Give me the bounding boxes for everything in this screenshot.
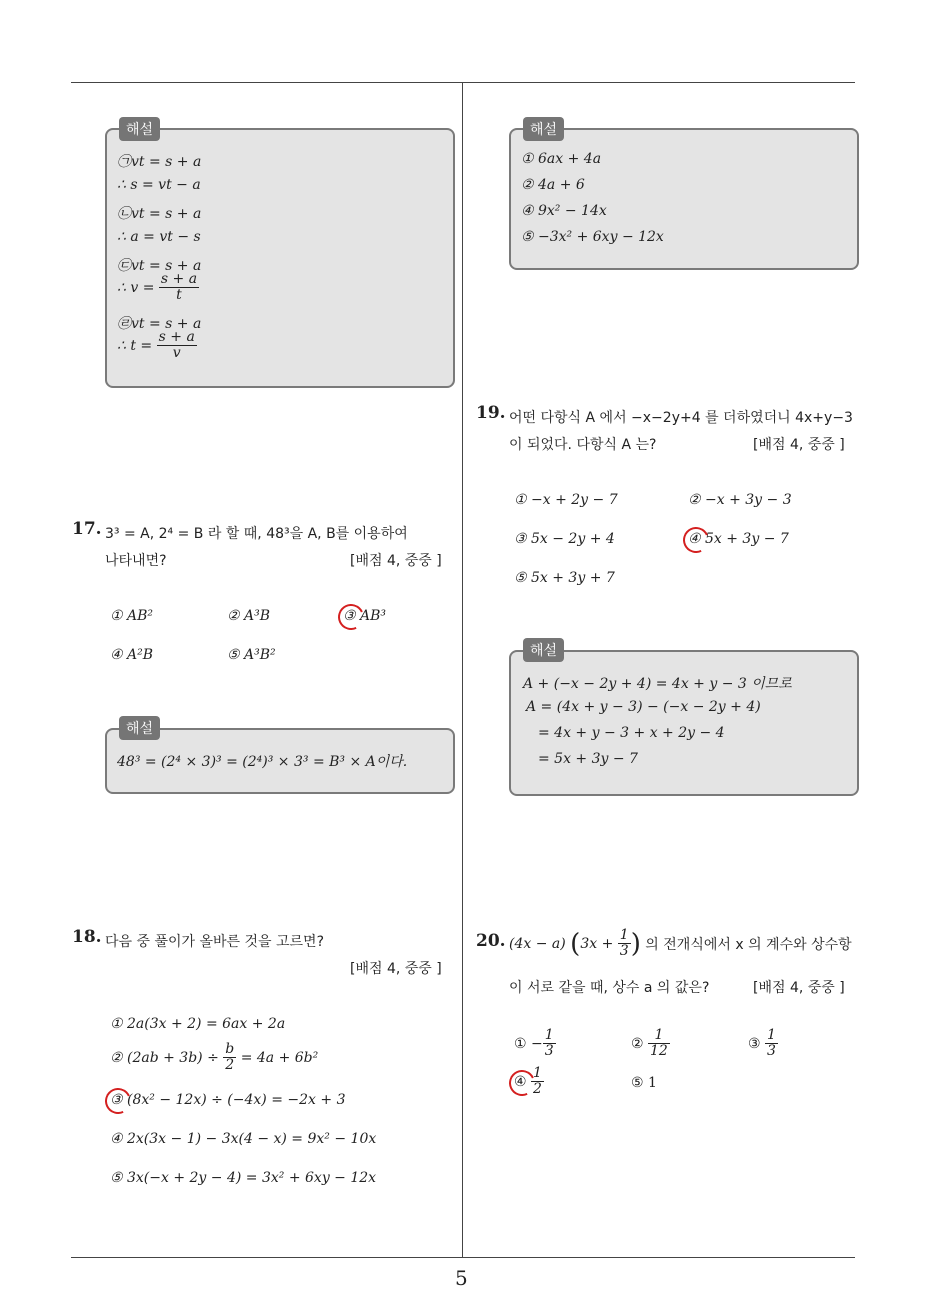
q20-choice-1[interactable] xyxy=(514,1028,556,1060)
top-rule xyxy=(71,82,855,83)
paren-open: ( xyxy=(570,928,581,959)
sol16-line xyxy=(117,272,199,304)
answer-mark xyxy=(679,523,712,556)
sol18-line: ① 6ax + 4a xyxy=(521,151,602,167)
q19-choice-3[interactable]: ③ 5x − 2y + 4 xyxy=(514,531,615,547)
sol16-line: ㉢vt = s + a xyxy=(117,258,202,274)
solution-box-19 xyxy=(509,650,859,796)
q20-expr-b: 3x + xyxy=(580,935,614,952)
q19-text: 어떤 다항식 A 에서 −x−2y+4 를 더하였더니 4x+y−3 xyxy=(509,410,853,426)
sol16-line: ∴ s = vt − a xyxy=(117,177,201,193)
sol16-line: ㉠vt = s + a xyxy=(117,154,202,170)
q17-choice-5[interactable]: ⑤ A³B² xyxy=(227,647,276,663)
sol16-t-label: ∴ t = xyxy=(117,337,153,354)
choice-label: ④ xyxy=(514,1073,527,1090)
q19-choice-2[interactable]: ② −x + 3y − 3 xyxy=(688,492,792,508)
q19-text: 이 되었다. 다항식 A 는? xyxy=(509,437,657,453)
q19-solution-line: = 5x + 3y − 7 xyxy=(538,751,638,767)
minus-sign: − xyxy=(531,1035,543,1052)
choice-value: 1 xyxy=(648,1075,657,1091)
q18-choice-2-b: = 4a + 6b² xyxy=(240,1049,319,1066)
q20-text xyxy=(509,928,852,960)
q20-expr-a: (4x − a) xyxy=(509,935,566,952)
q18-choice-4[interactable]: ④ 2x(3x − 1) − 3x(4 − x) = 9x² − 10x xyxy=(110,1131,377,1147)
solution-tag: 해설 xyxy=(523,638,564,662)
sol16-line: ㉣vt = s + a xyxy=(117,316,202,332)
paren-close: ) xyxy=(630,928,641,959)
question-number-18: 18. xyxy=(72,927,102,947)
q20-text: 이 서로 같을 때, 상수 a 의 값은? xyxy=(509,980,710,996)
q18-text: 다음 중 풀이가 올바른 것을 고르면? xyxy=(105,934,325,950)
bottom-rule xyxy=(71,1257,855,1258)
q19-choice-1[interactable]: ① −x + 2y − 7 xyxy=(514,492,618,508)
q19-choice-5[interactable]: ⑤ 5x + 3y + 7 xyxy=(514,570,615,586)
q19-solution-line: A + (−x − 2y + 4) = 4x + y − 3 이므로 xyxy=(523,676,792,692)
fraction: $\frac{1}{3}$ xyxy=(544,1027,554,1060)
sol16-line: ㉡vt = s + a xyxy=(117,206,202,222)
choice-label: ① xyxy=(514,1035,527,1052)
sol16-line xyxy=(117,330,197,362)
question-number-20: 20. xyxy=(476,931,506,951)
q19-choice-4[interactable]: ④ 5x + 3y − 7 xyxy=(688,531,789,547)
fraction: $\frac{1}{3}$ xyxy=(619,927,629,960)
fraction: $\frac{1}{2}$ xyxy=(533,1065,542,1098)
solution-tag: 해설 xyxy=(523,117,564,141)
question-number-19: 19. xyxy=(476,403,506,423)
q20-choice-2[interactable] xyxy=(631,1028,670,1060)
fraction: $\frac{1}{12}$ xyxy=(650,1027,668,1060)
q17-choice-1[interactable]: ① AB² xyxy=(110,608,154,624)
q20-expr-c: 의 전개식에서 x 의 계수와 상수항 xyxy=(645,936,852,953)
question-number-17: 17. xyxy=(72,519,102,539)
sol18-line: ② 4a + 6 xyxy=(521,177,585,193)
solution-tag: 해설 xyxy=(119,716,160,740)
q20-choice-5[interactable] xyxy=(631,1075,657,1091)
q17-solution: 48³ = (2⁴ × 3)³ = (2⁴)³ × 3³ = B³ × A이다. xyxy=(117,754,408,770)
sol18-line: ④ 9x² − 14x xyxy=(521,203,607,219)
fraction: $\frac{s + a}{v}$ xyxy=(158,329,195,362)
q17-choice-2[interactable]: ② A³B xyxy=(227,608,271,624)
answer-mark xyxy=(101,1084,134,1117)
choice-label: ⑤ xyxy=(631,1075,644,1091)
sol18-line: ⑤ −3x² + 6xy − 12x xyxy=(521,229,664,245)
choice-label: ③ xyxy=(748,1035,761,1052)
column-divider xyxy=(462,83,463,1258)
q18-choice-1[interactable]: ① 2a(3x + 2) = 6ax + 2a xyxy=(110,1016,286,1032)
sol16-v-label: ∴ v = xyxy=(117,279,155,296)
fraction: $\frac{b}{2}$ xyxy=(225,1041,235,1074)
q17-text: 나타내면? xyxy=(105,553,167,569)
q17-choice-4[interactable]: ④ A²B xyxy=(110,647,154,663)
q18-choice-3[interactable]: ③ (8x² − 12x) ÷ (−4x) = −2x + 3 xyxy=(110,1092,346,1108)
q17-points: [배점 4, 중중 ] xyxy=(350,553,442,569)
q19-solution-line: A = (4x + y − 3) − (−x − 2y + 4) xyxy=(526,699,761,715)
q18-choice-5[interactable]: ⑤ 3x(−x + 2y − 4) = 3x² + 6xy − 12x xyxy=(110,1170,377,1186)
choice-label: ② xyxy=(631,1035,644,1052)
fraction: $\frac{s + a}{t}$ xyxy=(160,271,198,304)
solution-box-18 xyxy=(509,128,859,270)
answer-mark xyxy=(334,600,367,633)
q19-points: [배점 4, 중중 ] xyxy=(753,437,845,453)
q17-choice-3[interactable]: ③ AB³ xyxy=(343,608,387,624)
fraction: $\frac{1}{3}$ xyxy=(767,1027,776,1060)
q17-text: 3³ = A, 2⁴ = B 라 할 때, 48³을 A, B를 이용하여 xyxy=(105,526,408,542)
solution-tag: 해설 xyxy=(119,117,160,141)
q20-choice-3[interactable] xyxy=(748,1028,778,1060)
sol16-line: ∴ a = vt − s xyxy=(117,229,201,245)
q18-choice-2-a: ② (2ab + 3b) ÷ xyxy=(110,1049,219,1066)
q20-points: [배점 4, 중중 ] xyxy=(753,980,845,996)
q18-choice-2[interactable] xyxy=(110,1042,318,1074)
q18-points: [배점 4, 중중 ] xyxy=(350,961,442,977)
page-number: 5 xyxy=(455,1266,468,1290)
q19-solution-line: = 4x + y − 3 + x + 2y − 4 xyxy=(538,725,725,741)
